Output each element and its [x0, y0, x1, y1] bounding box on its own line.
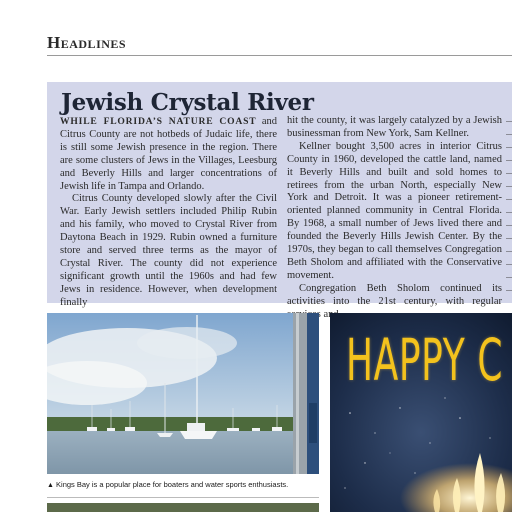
article-column-1 — [60, 116, 277, 310]
article-box — [47, 82, 512, 308]
paragraph-text: and Citrus County are not hotbeds of Judaic life, there is still some Jewish presence in the region. There are some clusters of Jews in the Villages, Leesburg and Beverly Hills and larger concentrations of Jewish life in Tampa and Orlando. — [60, 116, 278, 192]
caption-text: Kings Bay is a popular place for boaters and water sports enthusiasts. — [53, 480, 289, 489]
photo-caption — [47, 480, 319, 489]
kings-bay-photo — [47, 313, 319, 474]
article-paragraph: Citrus County developed slowly after the Civil War. Early Jewish settlers included Philip Rubin and his family, who moved to Crystal River from Daytona Beach in 1929. Rubin owned a furniture store and served three terms as the mayor of Crystal River. The county did not experience significant growth until the 1960s and had few Jews in residence. However, when development finally — [60, 193, 277, 308]
article-paragraph — [60, 116, 277, 193]
caption-marker-icon: ▲ — [47, 482, 54, 489]
happy-hanukkah-text: HAPPY C — [346, 326, 504, 394]
article-title: Jewish Crystal River — [61, 89, 314, 116]
happy-hanukkah-photo — [330, 313, 512, 512]
section-header — [47, 33, 512, 56]
article-paragraph: Congregation Beth Sholom continued its activities into the 21st century, with regular — [287, 282, 502, 307]
section-label: Headlines — [47, 33, 127, 52]
second-photo-strip — [47, 503, 319, 512]
lead-in: WHILE FLORIDA’S NATURE COAST — [60, 116, 257, 127]
article-paragraph: hit the county, it was largely catalyzed by a Jewish businessman from New York, Sam Kellner. — [287, 115, 502, 139]
article-paragraph: Kellner bought 3,500 acres in interior Citrus County in 1960, developed the cattle land, named it Beverly Hills and built and sold homes to retirees from the urban North, especially New York and Detroit. It was a pioneer retirement-oriented planned community in Central Florida. By 1968, a small number of Jews lived there and founded the Beverly Hills Jewish Center. By the 1970s, they began to call themselves Congregation Beth Sholom and affiliated with the Conservative movement. — [287, 140, 502, 281]
caption-divider — [47, 497, 319, 498]
next-column-edge — [506, 115, 512, 295]
article-column-2 — [287, 115, 502, 322]
